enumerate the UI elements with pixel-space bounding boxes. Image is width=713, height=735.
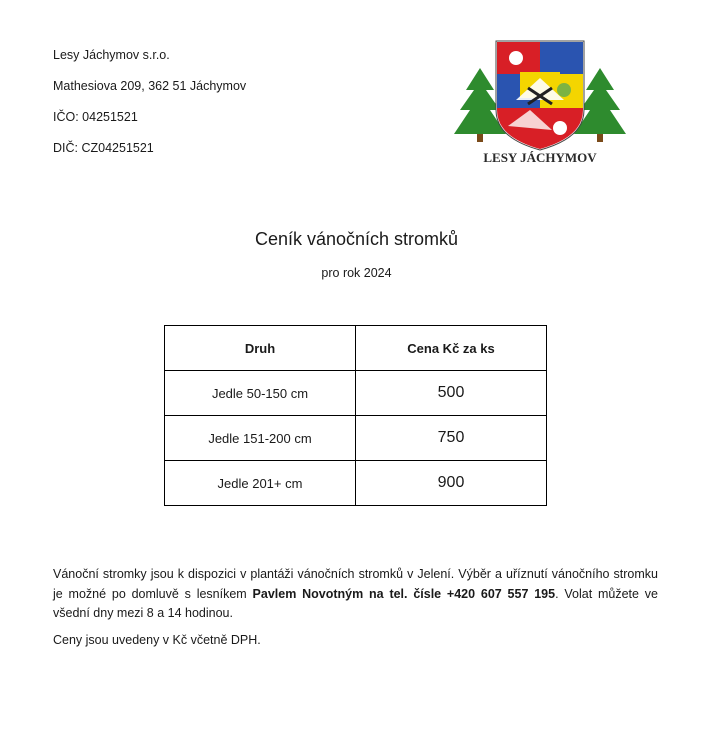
row-price: 900: [356, 461, 547, 506]
info-text-part2: . Volat můžete ve všední dny mezi 8 a 14 hodinou.: [53, 586, 658, 620]
vat-note: Ceny jsou uvedeny v Kč včetně DPH.: [53, 633, 261, 647]
company-name: Lesy Jáchymov s.r.o.: [53, 48, 170, 62]
row-type: Jedle 201+ cm: [165, 461, 356, 506]
page-title: Ceník vánočních stromků: [254, 229, 459, 249]
company-logo: [450, 38, 630, 168]
row-price: 750: [356, 416, 547, 461]
company-address: Mathesiova 209, 362 51 Jáchymov: [53, 79, 247, 93]
company-dic: DIČ: CZ04251521: [53, 141, 154, 155]
info-text-part1: Vánoční stromky jsou k dispozici v plantáži vánočních stromků v Jelení. Výběr a uříznutí vánočního stromku je možné po domluvě s lesníkem: [53, 567, 658, 601]
table-row: [165, 461, 547, 506]
page-subtitle: pro rok 2024: [321, 266, 392, 280]
row-price: 500: [356, 371, 547, 416]
contact-info: Pavlem Novotným na tel. čísle +420 607 557 195: [252, 586, 556, 601]
table-row: [165, 416, 547, 461]
column-header-type: Druh: [165, 326, 356, 371]
logo-text: LESY JÁCHYMOV: [483, 150, 597, 165]
row-type: Jedle 151-200 cm: [165, 416, 356, 461]
info-paragraph: [53, 565, 658, 624]
table-row: [165, 371, 547, 416]
table-header-row: [165, 326, 547, 371]
row-type: Jedle 50-150 cm: [165, 371, 356, 416]
column-header-price: Cena Kč za ks: [356, 326, 547, 371]
company-info: [53, 46, 246, 170]
company-ico: IČO: 04251521: [53, 110, 138, 124]
coat-of-arms-icon: [496, 41, 584, 150]
price-table: [164, 325, 547, 506]
